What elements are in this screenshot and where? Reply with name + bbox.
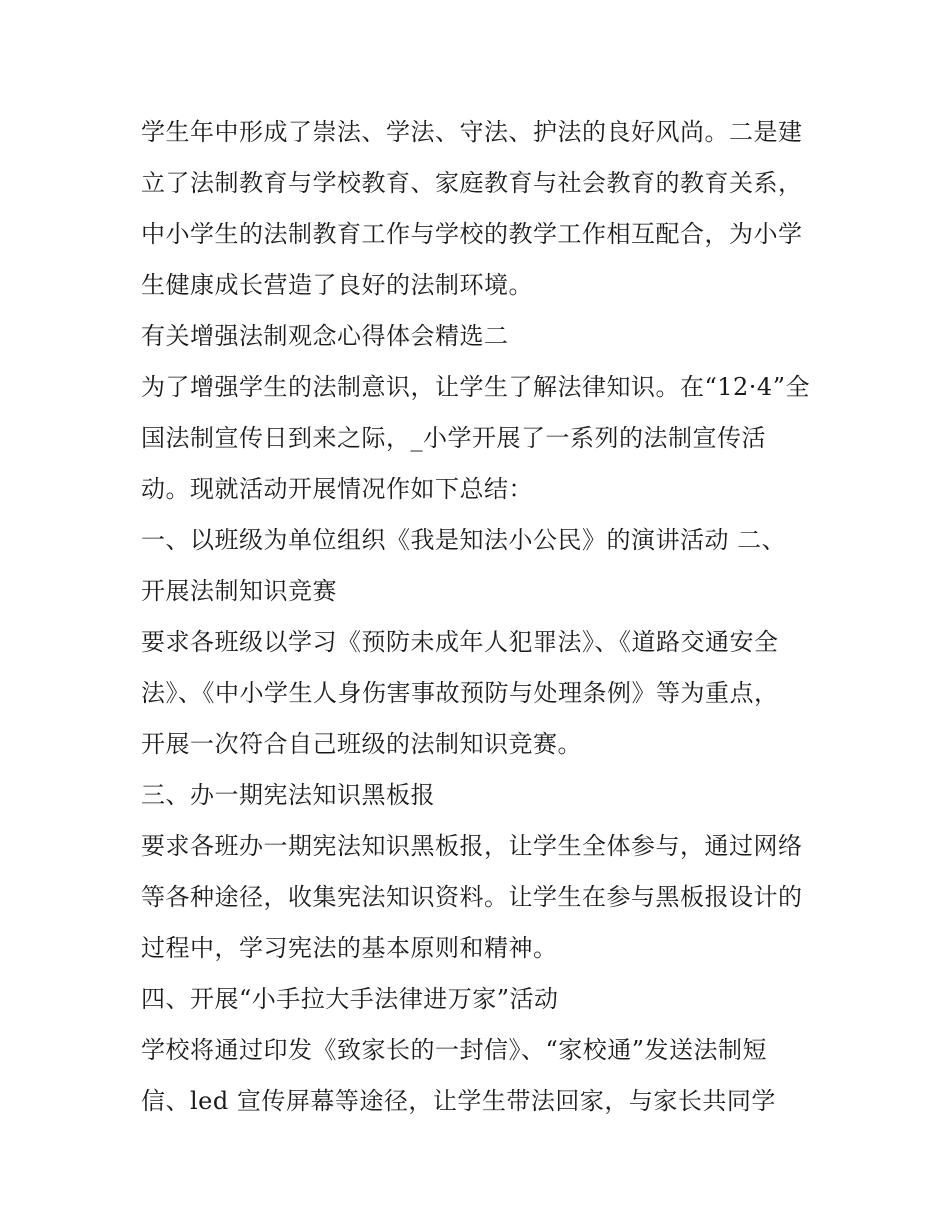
text-line: 等各种途径，收集宪法知识资料。让学生在参与黑板报设计的 [141,883,803,911]
text-line: 过程中，学习宪法的基本原则和精神。 [141,934,558,962]
text-line: 立了法制教育与学校教育、家庭教育与社会教育的教育关系， [141,169,803,197]
text-line: 为了增强学生的法制意识，让学生了解法律知识。在“12·4”全 [141,373,810,401]
text-line: 学校将通过印发《致家长的一封信》、“家校通”发送法制短 [141,1036,768,1064]
list-item-heading: 四、开展“小手拉大手法律进万家”活动 [141,985,559,1013]
text-line: 要求各班级以学习《预防未成年人犯罪法》、《道路交通安全 [141,628,779,656]
text-line: 法》、《中小学生人身伤害事故预防与处理条例》等为重点， [141,679,779,707]
section-heading: 有关增强法制观念心得体会精选二 [141,322,509,350]
text-line: 学生年中形成了崇法、学法、守法、护法的良好风尚。二是建 [141,118,803,146]
text-line: 中小学生的法制教育工作与学校的教学工作相互配合，为小学 [141,220,803,248]
text-line: 要求各班办一期宪法知识黑板报，让学生全体参与，通过网络 [141,832,803,860]
text-line: 开展一次符合自己班级的法制知识竞赛。 [141,730,582,758]
list-item-heading: 开展法制知识竞赛 [141,577,337,605]
document-body [141,107,821,1127]
text-line: 动。现就活动开展情况作如下总结： [141,475,533,503]
list-item-heading: 一、以班级为单位组织《我是知法小公民》的演讲活动 二、 [141,526,787,554]
text-line: 国法制宣传日到来之际，_小学开展了一系列的法制宣传活 [141,424,766,452]
list-item-heading: 三、办一期宪法知识黑板报 [141,781,435,809]
text-line: 生健康成长营造了良好的法制环境。 [141,271,533,299]
text-line: 信、led 宣传屏幕等途径，让学生带法回家，与家长共同学 [141,1087,776,1115]
